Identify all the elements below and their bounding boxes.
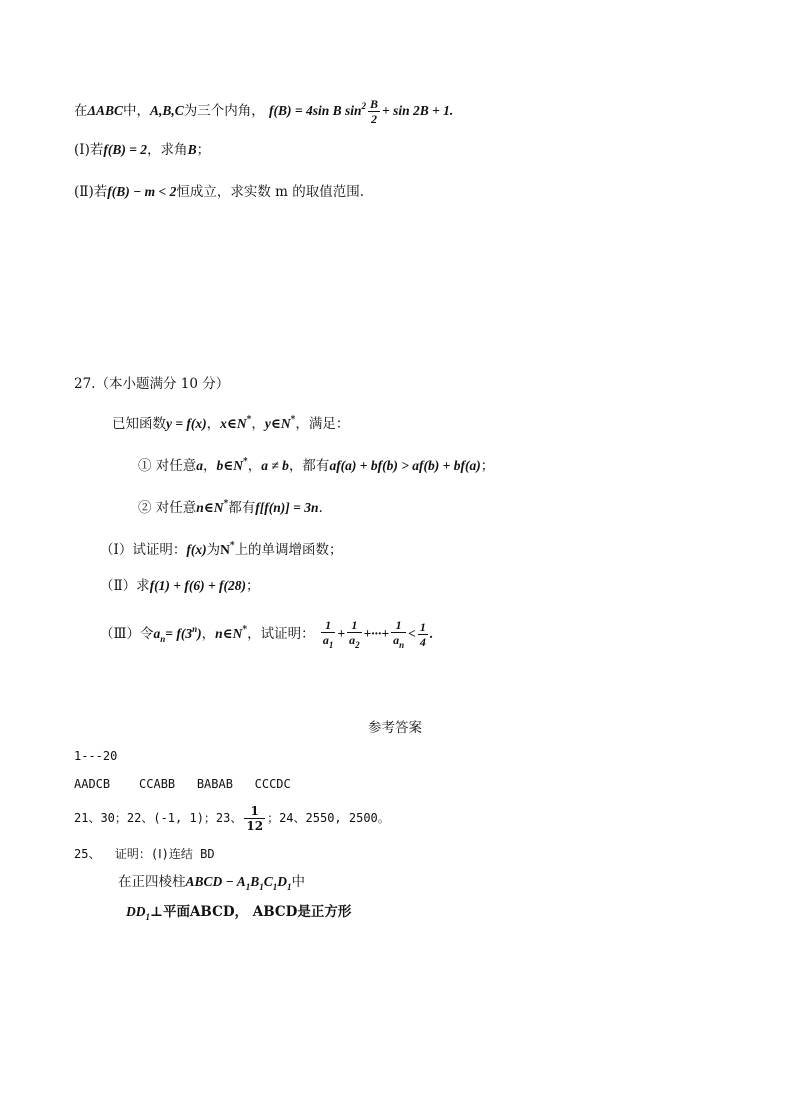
p27-part3: （Ⅲ）令$a_n= f(3^n)$，n∈N*，试证明： $\frac{1}{a_1}$ + $\frac{1}{a_2}$ +···+ $\frac{1}{a_n}$ < $\frac{1}{4}$ . bbox=[100, 617, 434, 650]
p27-condition-1: ① 对任意a，b∈N*，a ≠ b，都有af(a) + bf(b) > af(b) + bf(a)； bbox=[138, 457, 495, 474]
p26-stem: 在ΔABC中，A,B,C为三个内角， f(B) = 4sin B $\sin^2$ $\frac{B}{2}$ + sin 2B + 1. bbox=[74, 97, 454, 127]
p27-condition-2: ② 对任意n∈N*都有f[f(n)] = 3n. bbox=[138, 499, 323, 516]
p26-part2: (Ⅱ)若f(B) − m < 2恒成立，求实数 m 的取值范围. bbox=[74, 184, 365, 200]
sum-inequality: $\frac{1}{a_1}$ + $\frac{1}{a_2}$ +···+ $\frac{1}{a_n}$ < $\frac{1}{4}$ . bbox=[322, 617, 434, 650]
p27-intro: 已知函数y = f(x)，x∈N*，y∈N*，满足： bbox=[112, 415, 350, 432]
fraction-b-over-2: $\frac{B}{2}$ bbox=[370, 97, 379, 127]
answers-q25-line2: $DD_1\perp$平面ABCD， ABCD是正方形 bbox=[126, 904, 352, 922]
p27-header: 27.（本小题满分 10 分） bbox=[74, 376, 230, 392]
answers-q25-label: 25、 证明：(Ⅰ)连结 BD bbox=[74, 847, 215, 861]
answers-range: 1---20 bbox=[74, 749, 118, 763]
angles: A,B,C bbox=[149, 103, 184, 118]
p26-part1: (Ⅰ)若f(B) = 2，求角B； bbox=[74, 142, 211, 158]
p27-part2: （Ⅱ）求f(1) + f(6) + f(28)； bbox=[100, 578, 260, 594]
triangle-abc: ΔABC bbox=[87, 103, 123, 118]
p27-part1: （Ⅰ）试证明：f(x)为N*上的单调增函数； bbox=[100, 541, 343, 558]
answers-choices: AADCB CCABB BABAB CCCDC bbox=[74, 777, 291, 791]
function-def: f(B) = 4sin B $\sin^2$ $\frac{B}{2}$ + sin 2B + 1. bbox=[269, 97, 454, 127]
answers-title: 参考答案 bbox=[368, 720, 422, 736]
answers-q25-line1: 在正四棱柱ABCD − $A_1B_1C_1D_1$中 bbox=[118, 874, 305, 892]
answers-fill: 21、30；22、(-1, 1)；23、 $\frac{1}{12}$ ；24、2550, 2500。 bbox=[74, 804, 390, 833]
